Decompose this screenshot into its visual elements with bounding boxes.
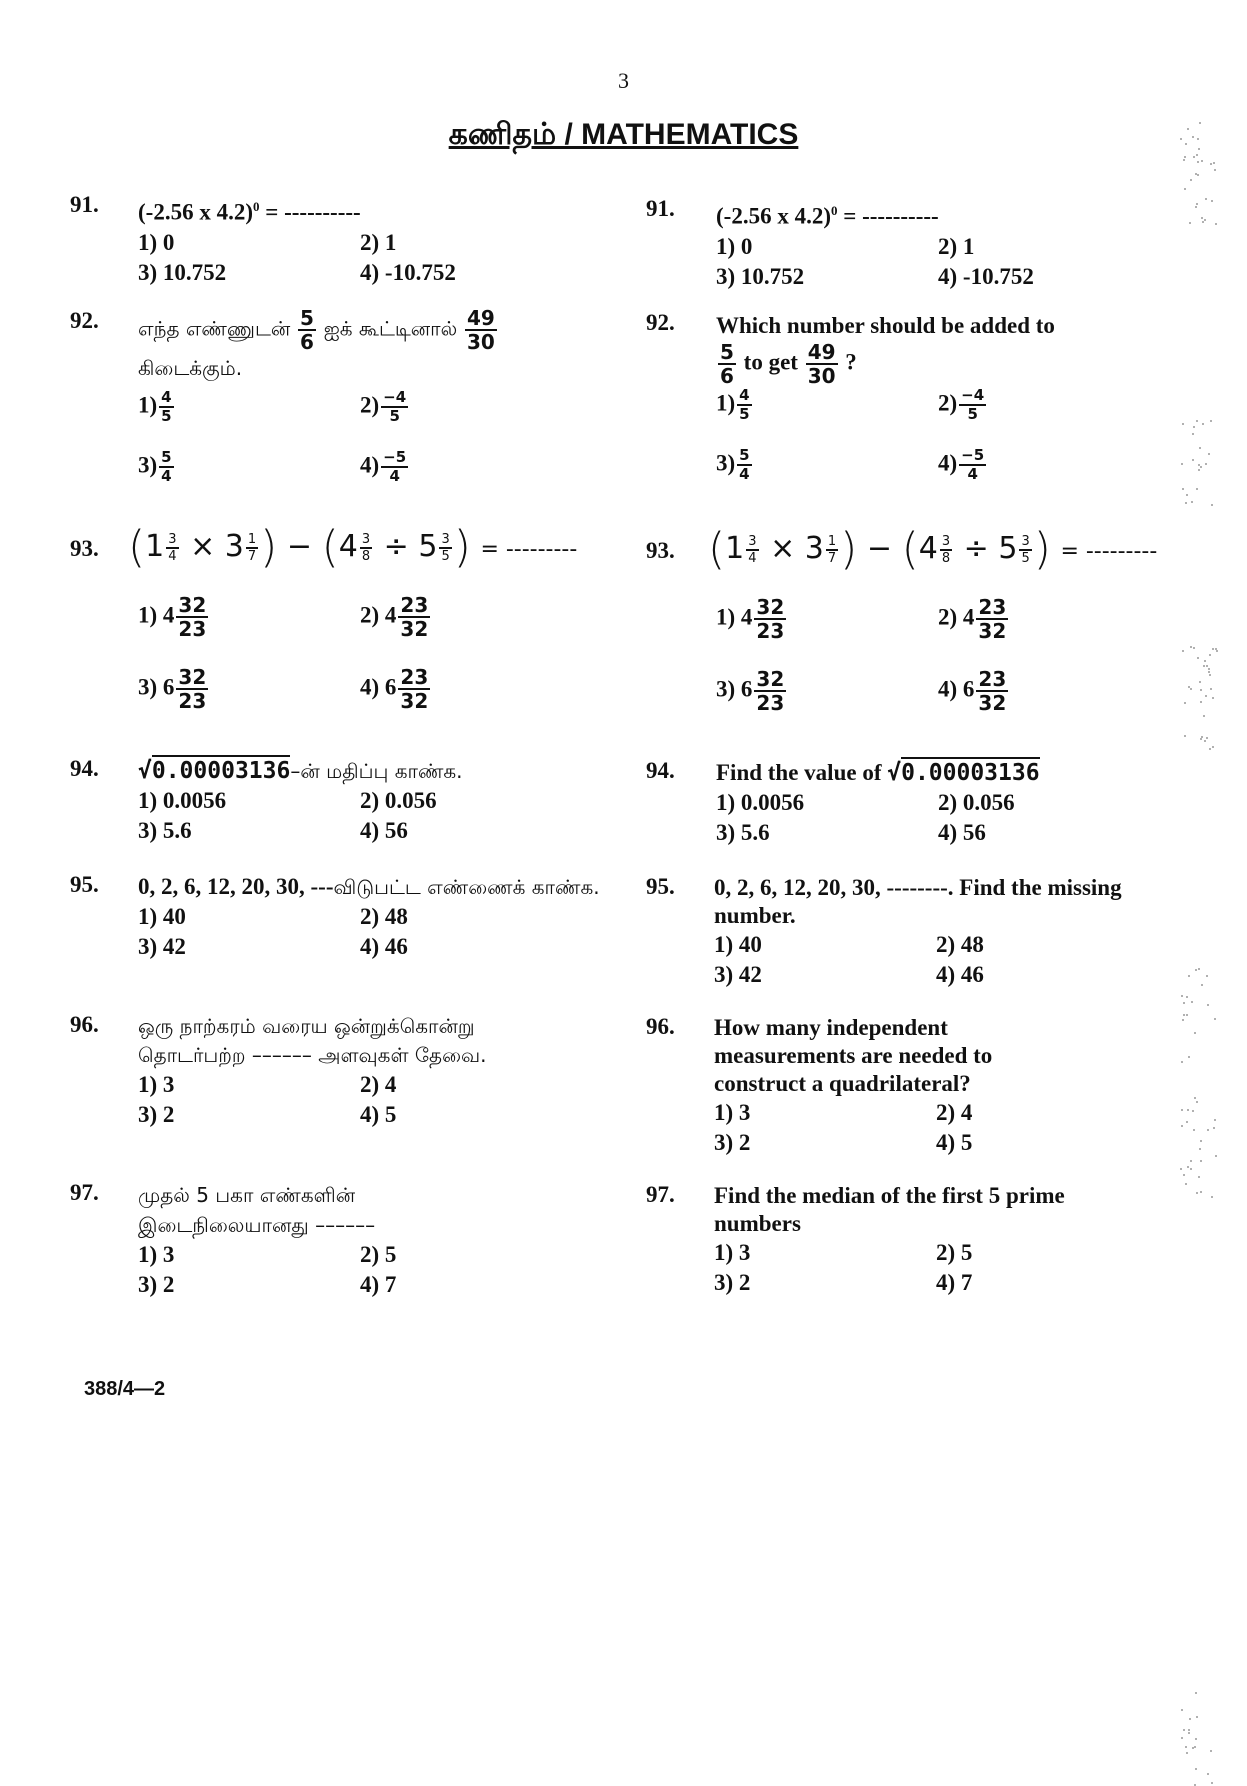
option[interactable]: 1) 3: [138, 1072, 175, 1097]
speck: [1188, 1729, 1190, 1731]
speck: [1192, 433, 1194, 435]
speck: [1190, 1160, 1192, 1162]
option[interactable]: 1) 3: [714, 1240, 751, 1265]
speck: [1181, 1125, 1183, 1127]
speck: [1205, 695, 1207, 697]
option[interactable]: 4) 7: [360, 1272, 397, 1297]
speck: [1196, 154, 1198, 156]
speck: [1211, 1782, 1213, 1784]
speck: [1199, 1148, 1201, 1150]
option[interactable]: 2) 1: [360, 229, 397, 255]
speck: [1198, 148, 1200, 150]
question-number: 93.: [70, 536, 99, 561]
speck: [1195, 969, 1197, 971]
option[interactable]: 1) 0.0056: [138, 788, 227, 813]
question-number: 95.: [646, 874, 675, 899]
speck: [1204, 740, 1206, 742]
option[interactable]: 4) -10.752: [938, 263, 1034, 289]
speck: [1200, 466, 1202, 468]
option[interactable]: 1) 40: [714, 932, 762, 957]
speck: [1196, 203, 1198, 205]
speck: [1200, 1140, 1202, 1142]
option[interactable]: 4) -10.752: [360, 259, 456, 285]
options: [138, 390, 608, 484]
square-root: √0.00003136: [138, 755, 290, 784]
speck: [1196, 420, 1198, 422]
option[interactable]: 3) $\frac{5}{4}$: [138, 448, 172, 485]
question-stem: எந்த எண்ணுடன் $\frac{5}{6}$ ஐக் கூட்டினால் $\frac{49}{30}$ கிடைக்கும்.: [138, 306, 495, 380]
question-stem: 0, 2, 6, 12, 20, 30, --------. Find the missing number.: [714, 875, 1122, 928]
options: [138, 1240, 608, 1300]
speck: [1201, 984, 1203, 986]
option[interactable]: 1) 0: [138, 229, 175, 255]
option[interactable]: 2) 5: [936, 1240, 973, 1265]
speck: [1190, 646, 1192, 648]
question-stem: (-2.56 x 4.2)$^0$ = ----------: [138, 199, 361, 225]
speck: [1182, 650, 1184, 652]
speck: [1193, 426, 1195, 428]
speck: [1183, 1014, 1185, 1016]
speck: [1185, 1746, 1187, 1748]
question-number: 97.: [646, 1182, 675, 1207]
speck: [1211, 1196, 1213, 1198]
speck: [1212, 697, 1214, 699]
option[interactable]: 2) 0.056: [360, 788, 437, 813]
speck: [1198, 1176, 1200, 1178]
option[interactable]: 4) 5: [360, 1102, 397, 1127]
speck: [1210, 420, 1212, 422]
option[interactable]: 4) 5: [936, 1130, 973, 1155]
speck: [1183, 1729, 1185, 1731]
math-expression: (1 $\frac{3}{4}$ × 3 $\frac{1}{7}$ ) − (4 $\frac{3}{8}$ ÷ 5 $\frac{3}{5}$ ) = ---------: [128, 521, 578, 573]
options: [138, 1070, 608, 1130]
option[interactable]: 2) 4: [936, 1100, 973, 1125]
speck: [1196, 1101, 1198, 1103]
speck: [1188, 1732, 1190, 1734]
option[interactable]: 1) 4 $\frac{32}{23}$: [716, 595, 785, 643]
speck: [1209, 674, 1211, 676]
speck: [1181, 1061, 1183, 1063]
speck: [1185, 143, 1187, 145]
speck: [1193, 647, 1195, 649]
speck: [1182, 1019, 1184, 1021]
speck: [1197, 174, 1199, 176]
speck: [1195, 1738, 1197, 1740]
speck: [1203, 715, 1205, 717]
option[interactable]: 1) 4 $\frac{32}{23}$: [138, 593, 207, 641]
speck: [1185, 502, 1187, 504]
speck: [1191, 501, 1193, 503]
question-number: 91.: [70, 192, 99, 217]
option[interactable]: 3) 10.752: [716, 263, 805, 289]
speck: [1211, 200, 1213, 202]
question-number: 94.: [70, 756, 99, 781]
option[interactable]: 3) $\frac{5}{4}$: [716, 446, 750, 483]
option[interactable]: 4) 6 $\frac{23}{32}$: [938, 667, 1007, 715]
speck: [1204, 219, 1206, 221]
speck: [1213, 1127, 1215, 1129]
fraction: $\frac{49}{30}$: [807, 340, 836, 388]
speck: [1181, 1109, 1183, 1111]
paper-code: 388/4—2: [84, 1378, 166, 1400]
speck: [1184, 188, 1186, 190]
question-stem: ஒரு நாற்கரம் வரைய ஒன்றுக்கொன்று தொடர்பற்ற –––––– அளவுகள் தேவை.: [138, 1014, 487, 1067]
speck: [1197, 138, 1199, 140]
speck: [1183, 159, 1185, 161]
question-number: 97.: [70, 1180, 99, 1205]
page-number: 3: [618, 68, 629, 93]
question-stem: Find the median of the first 5 prime numbers: [714, 1183, 1065, 1236]
speck: [1183, 1002, 1185, 1004]
options: [714, 1098, 1184, 1158]
speck: [1215, 1155, 1217, 1157]
speck: [1195, 1768, 1197, 1770]
option[interactable]: 4) 56: [938, 820, 986, 845]
option[interactable]: 1) 3: [138, 1242, 175, 1267]
options: [138, 228, 608, 288]
option[interactable]: 2) 4 $\frac{23}{32}$: [938, 595, 1007, 643]
speck: [1185, 1183, 1187, 1185]
fraction: $\frac{5}{6}$: [720, 340, 734, 388]
speck: [1181, 995, 1183, 997]
option[interactable]: 2) 1: [938, 233, 975, 259]
question-stem: Find the value of √0.00003136: [716, 758, 1186, 788]
option[interactable]: 2) 5: [360, 1242, 397, 1267]
scan-noise: [1180, 80, 1220, 1780]
speck: [1186, 1752, 1188, 1754]
fraction: $\frac{5}{6}$: [300, 306, 314, 354]
question-number: 92.: [70, 308, 99, 333]
speck: [1210, 688, 1212, 690]
speck: [1181, 463, 1183, 465]
speck: [1186, 1121, 1188, 1123]
option[interactable]: 3) 2: [714, 1130, 751, 1155]
speck: [1208, 453, 1210, 455]
speck: [1184, 702, 1186, 704]
speck: [1196, 1716, 1198, 1718]
speck: [1206, 975, 1208, 977]
option[interactable]: 1) 3: [714, 1100, 751, 1125]
options: [716, 788, 1186, 848]
options: [714, 1238, 1184, 1298]
speck: [1212, 746, 1214, 748]
speck: [1201, 160, 1203, 162]
speck: [1208, 668, 1210, 670]
speck: [1207, 1129, 1209, 1131]
option[interactable]: 3) 42: [138, 934, 186, 959]
option[interactable]: 3) 5.6: [716, 820, 770, 845]
speck: [1207, 1773, 1209, 1775]
question-number: 96.: [646, 1014, 675, 1039]
option[interactable]: 3) 2: [138, 1102, 175, 1127]
speck: [1199, 122, 1201, 124]
question-stem: Which number should be added to $\frac{5}{6}$ to get $\frac{49}{30}$ ?: [716, 313, 1055, 388]
question-stem: முதல் 5 பகா எண்களின் இடைநிலையானது ––––––: [138, 1183, 376, 1237]
speck: [1209, 654, 1211, 656]
option[interactable]: 4) $\frac{-5}{4}$: [938, 446, 985, 483]
question-stem: How many independent measurements are needed to construct a quadrilateral?: [714, 1015, 993, 1096]
speck: [1196, 1192, 1198, 1194]
speck: [1200, 1160, 1202, 1162]
speck: [1205, 198, 1207, 200]
option[interactable]: 2) 4: [360, 1072, 397, 1097]
speck: [1202, 221, 1204, 223]
option[interactable]: 4) 46: [936, 962, 984, 987]
question-number: 91.: [646, 196, 675, 221]
speck: [1211, 504, 1213, 506]
speck: [1194, 1746, 1196, 1748]
question-number: 93.: [646, 538, 675, 563]
option[interactable]: 2) 48: [360, 904, 408, 929]
option[interactable]: 2) 48: [936, 932, 984, 957]
square-root: √0.00003136: [887, 757, 1039, 786]
speck: [1187, 128, 1189, 130]
speck: [1198, 968, 1200, 970]
option[interactable]: 2) $\frac{-4}{5}$: [360, 388, 407, 425]
speck: [1180, 1168, 1182, 1170]
options: [138, 902, 608, 962]
speck: [1197, 161, 1199, 163]
speck: [1186, 1014, 1188, 1016]
speck: [1191, 1001, 1193, 1003]
question-number: 95.: [70, 872, 99, 897]
speck: [1188, 1056, 1190, 1058]
question-number: 94.: [646, 758, 675, 783]
option[interactable]: 3) 10.752: [138, 259, 227, 285]
speck: [1188, 975, 1190, 977]
option[interactable]: 4) 56: [360, 818, 408, 843]
speck: [1198, 469, 1200, 471]
speck: [1197, 657, 1199, 659]
speck: [1186, 494, 1188, 496]
speck: [1200, 1191, 1202, 1193]
speck: [1196, 488, 1198, 490]
option[interactable]: 1) $\frac{4}{5}$: [716, 386, 750, 423]
speck: [1190, 179, 1192, 181]
speck: [1186, 996, 1188, 998]
option[interactable]: 1) $\frac{4}{5}$: [138, 388, 172, 425]
speck: [1180, 138, 1182, 140]
speck: [1183, 1174, 1185, 1176]
page-title: கணிதம் / MATHEMATICS: [448, 118, 799, 151]
speck: [1210, 163, 1212, 165]
speck: [1201, 217, 1203, 219]
option[interactable]: 1) 0.0056: [716, 790, 805, 815]
speck: [1187, 1109, 1189, 1111]
option[interactable]: 1) 0: [716, 233, 753, 259]
options: [716, 232, 1186, 292]
option[interactable]: 3) 2: [714, 1270, 751, 1295]
speck: [1194, 1097, 1196, 1099]
speck: [1193, 156, 1195, 158]
options: [138, 786, 608, 846]
speck: [1181, 1709, 1183, 1711]
speck: [1182, 488, 1184, 490]
speck: [1195, 1692, 1197, 1694]
option[interactable]: 2) 4 $\frac{23}{32}$: [360, 593, 429, 641]
option[interactable]: 2) 0.056: [938, 790, 1015, 815]
speck: [1212, 648, 1214, 650]
speck: [1190, 1168, 1192, 1170]
question-number: 92.: [646, 310, 675, 335]
speck: [1208, 671, 1210, 673]
speck: [1182, 423, 1184, 425]
option[interactable]: 3) 42: [714, 962, 762, 987]
speck: [1215, 223, 1217, 225]
speck: [1200, 738, 1202, 740]
option[interactable]: 4) 6 $\frac{23}{32}$: [360, 665, 429, 713]
speck: [1184, 156, 1186, 158]
question-stem: 0, 2, 6, 12, 20, 30, ---விடுபட்ட எண்ணைக் காண்க.: [138, 874, 600, 899]
speck: [1200, 701, 1202, 703]
speck: [1203, 665, 1205, 667]
speck: [1192, 1110, 1194, 1112]
question-stem: (-2.56 x 4.2)$^0$ = ----------: [716, 203, 939, 229]
speck: [1190, 688, 1192, 690]
option[interactable]: 3) 2: [138, 1272, 175, 1297]
speck: [1199, 447, 1201, 449]
speck: [1195, 206, 1197, 208]
speck: [1209, 748, 1211, 750]
speck: [1206, 737, 1208, 739]
speck: [1204, 660, 1206, 662]
fraction: $\frac{49}{30}$: [466, 306, 495, 354]
option[interactable]: 1) 40: [138, 904, 186, 929]
question-stem: √0.00003136–ன் மதிப்பு காண்க.: [138, 756, 608, 786]
speck: [1214, 1119, 1216, 1121]
speck: [1200, 689, 1202, 691]
speck: [1210, 1750, 1212, 1752]
option[interactable]: 3) 6 $\frac{32}{23}$: [716, 667, 785, 715]
speck: [1214, 1018, 1216, 1020]
speck: [1193, 1129, 1195, 1131]
speck: [1216, 650, 1218, 652]
speck: [1199, 681, 1201, 683]
option[interactable]: 3) 6 $\frac{32}{23}$: [138, 665, 207, 713]
option[interactable]: 4) $\frac{-5}{4}$: [360, 448, 407, 485]
speck: [1189, 1718, 1191, 1720]
speck: [1194, 1032, 1196, 1034]
speck: [1192, 459, 1194, 461]
speck: [1192, 1747, 1194, 1749]
option[interactable]: 2) $\frac{-4}{5}$: [938, 386, 985, 423]
math-expression: (1 $\frac{3}{4}$ × 3 $\frac{1}{7}$ ) − (4 $\frac{3}{8}$ ÷ 5 $\frac{3}{5}$ ) = ---------: [708, 523, 1158, 575]
question-number: 96.: [70, 1012, 99, 1037]
option[interactable]: 4) 7: [936, 1270, 973, 1295]
options: [716, 388, 1186, 482]
speck: [1187, 1166, 1189, 1168]
speck: [1184, 735, 1186, 737]
speck: [1207, 1004, 1209, 1006]
speck: [1205, 463, 1207, 465]
options: [138, 595, 628, 711]
options: [716, 597, 1218, 713]
option[interactable]: 4) 46: [360, 934, 408, 959]
speck: [1192, 136, 1194, 138]
option[interactable]: 3) 5.6: [138, 818, 192, 843]
speck: [1202, 423, 1204, 425]
options: [714, 930, 1184, 990]
speck: [1214, 169, 1216, 171]
speck: [1213, 162, 1215, 164]
speck: [1181, 1737, 1183, 1739]
speck: [1189, 222, 1191, 224]
